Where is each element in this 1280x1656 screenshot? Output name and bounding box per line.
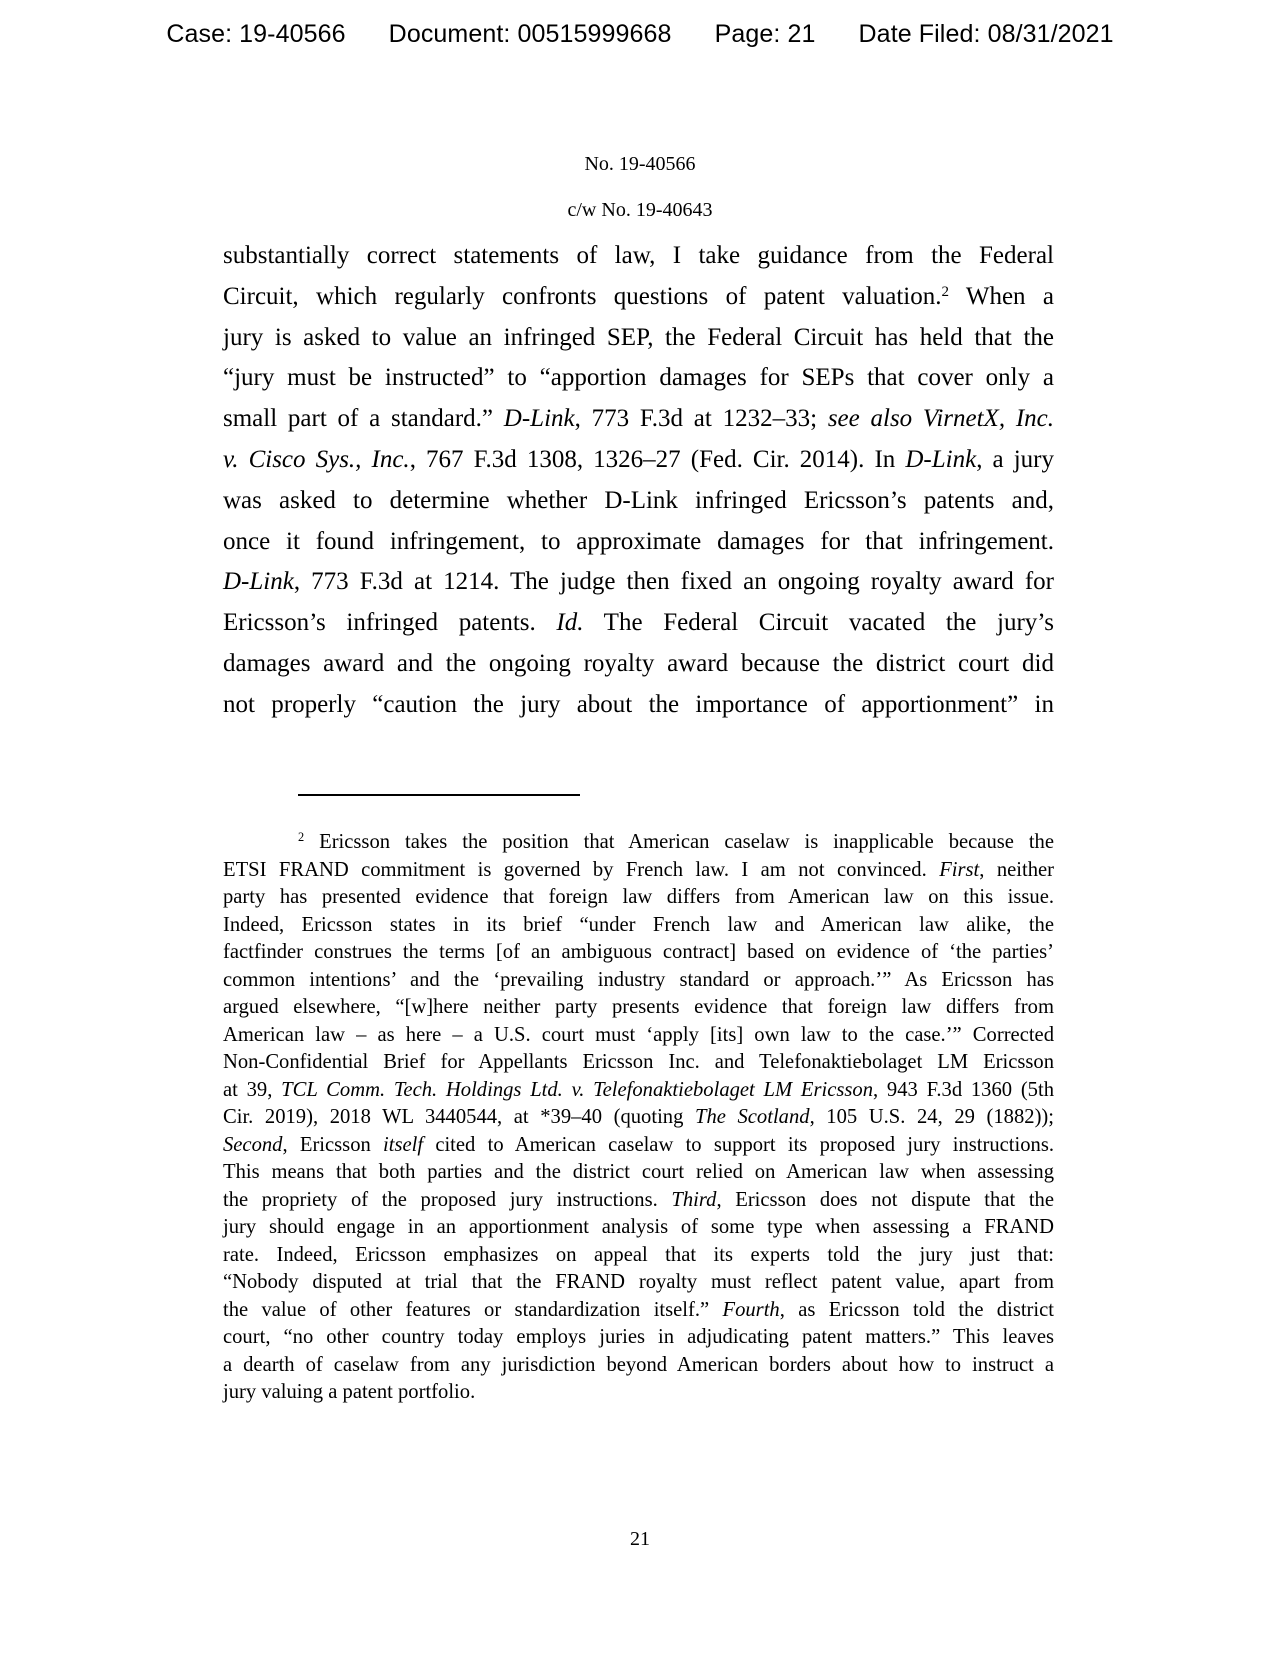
footnote-line: at 39, TCL Comm. Tech. Holdings Ltd. v. Telefonaktiebolaget LM Ericsson, 943 F.3d 1360 (5th <box>223 1078 1054 1101</box>
page-stamp: Page: 21 <box>714 20 816 48</box>
footnote-line: the value of other features or standardization itself.” Fourth, as Ericsson told the district <box>223 1298 1055 1321</box>
footnote-line: jury valuing a patent portfolio. <box>223 1381 476 1403</box>
footnote-marker: 2 <box>298 830 305 845</box>
case-citation: The Scotland <box>695 1106 810 1128</box>
footnote-line: American law – as here – a U.S. court must ‘apply [its] own law to the case.’” Corrected <box>223 1023 1054 1046</box>
footnote-line: rate. Indeed, Ericsson emphasizes on appeal that its experts told the jury just that: <box>223 1243 1054 1266</box>
footnote-line: Second, Ericsson itself cited to American caselaw to support its proposed jury instructions. <box>223 1133 1054 1156</box>
footnote-line: “Nobody disputed at trial that the FRAND royalty must reflect patent value, apart from <box>223 1271 1054 1293</box>
footnote-separator <box>298 794 580 796</box>
body-line: “jury must be instructed” to “apportion damages for SEPs that cover only a <box>223 364 1054 392</box>
case-citation: TCL Comm. Tech. Holdings Ltd. v. Telefonaktiebolaget LM Ericsson <box>281 1078 873 1101</box>
body-line: damages award and the ongoing royalty award because the district court did <box>223 649 1054 677</box>
body-line: not properly “caution the jury about the importance of apportionment” in <box>223 690 1054 718</box>
footnote-line: Indeed, Ericsson states in its brief “under French law and American law alike, the <box>223 913 1054 936</box>
body-line: jury is asked to value an infringed SEP, the Federal Circuit has held that the <box>223 323 1054 351</box>
body-line: substantially correct statements of law, I take guidance from the Federal <box>223 242 1054 269</box>
body-line: D-Link, 773 F.3d at 1214. The judge then fixed an ongoing royalty award for <box>223 568 1054 596</box>
consolidated-case-heading: c/w No. 19-40643 <box>567 199 713 221</box>
body-line: v. Cisco Sys., Inc., 767 F.3d 1308, 1326–27 (Fed. Cir. 2014). In D-Link, a jury <box>223 445 1054 473</box>
ecf-filing-header <box>0 20 1280 49</box>
case-citation: Id. <box>556 609 584 637</box>
body-line: Ericsson’s infringed patents. Id. The Federal Circuit vacated the jury’s <box>223 609 1054 637</box>
case-citation: D-Link <box>905 445 977 473</box>
footnote-line: This means that both parties and the district court relied on American law when assessing <box>223 1161 1054 1183</box>
footnote-line: common intentions’ and the ‘prevailing industry standard or approach.’” As Ericsson has <box>223 968 1054 991</box>
footnote-line: ETSI FRAND commitment is governed by French law. I am not convinced. First, neither <box>223 858 1054 881</box>
footnote-line: party has presented evidence that foreign law differs from American law on this issue. <box>223 886 1054 908</box>
case-citation: D-Link <box>503 405 575 433</box>
opinion-body-text <box>223 236 1054 726</box>
footnote-2 <box>223 829 1054 1407</box>
case-citation: D-Link <box>223 568 294 596</box>
footnote-line: $^2$ Ericsson takes the position that American caselaw is inapplicable because the <box>298 830 1054 853</box>
footnote-line: Non-Confidential Brief for Appellants Ericsson Inc. and Telefonaktiebolaget LM Ericsson <box>223 1051 1054 1073</box>
footnote-line: a dearth of caselaw from any jurisdiction beyond American borders about how to instruct a <box>223 1353 1054 1376</box>
footnote-line: court, “no other country today employs juries in adjudicating patent matters.” This leaves <box>223 1326 1054 1348</box>
footnote-line: Cir. 2019), 2018 WL 3440544, at *39–40 (quoting The Scotland, 105 U.S. 24, 29 (1882)); <box>223 1106 1055 1128</box>
body-line: small part of a standard.” D-Link, 773 F.3d at 1232–33; see also VirnetX, Inc. <box>223 405 1055 433</box>
document-number-stamp: Document: 00515999668 <box>388 20 672 48</box>
body-line: was asked to determine whether D-Link infringed Ericsson’s patents and, <box>223 486 1054 514</box>
footnote-reference: 2 <box>941 283 949 300</box>
case-citation: v. Cisco Sys., Inc. <box>223 445 410 473</box>
case-number-heading: No. 19-40566 <box>584 153 696 175</box>
date-filed-stamp: Date Filed: 08/31/2021 <box>858 20 1114 48</box>
body-line: once it found infringement, to approximate damages for that infringement. <box>223 527 1054 555</box>
page-number: 21 <box>630 1528 650 1550</box>
footnote-line: jury should engage in an apportionment analysis of some type when assessing a FRAND <box>223 1216 1054 1238</box>
footnote-line: factfinder construes the terms [of an ambiguous contract] based on evidence of ‘the parties’ <box>223 941 1054 963</box>
case-citation: see also VirnetX, Inc. <box>827 405 1055 433</box>
case-number-stamp: Case: 19-40566 <box>166 20 346 48</box>
body-line: Circuit, which regularly confronts questions of patent valuation.$^2$ When a <box>223 282 1054 310</box>
footnote-line: the propriety of the proposed jury instructions. Third, Ericsson does not dispute that the <box>223 1188 1054 1211</box>
footnote-line: argued elsewhere, “[w]here neither party presents evidence that foreign law differs from <box>223 996 1054 1018</box>
